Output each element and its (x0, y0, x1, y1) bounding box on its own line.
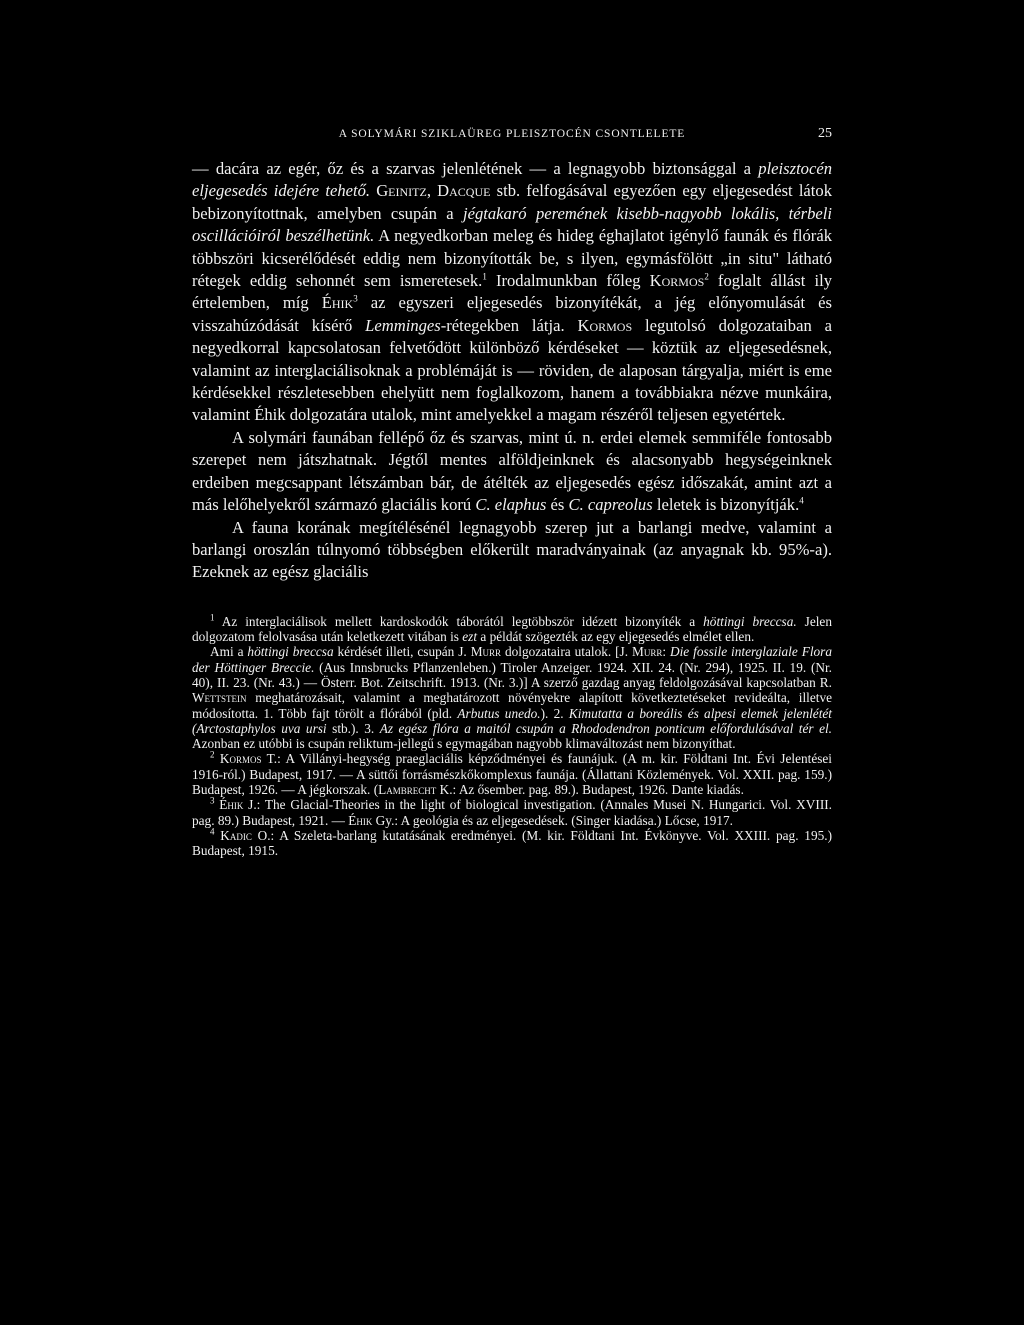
text-run: Az interglaciálisok mellett kardoskodók táborától legtöbbször idézett bizonyíték a (214, 613, 704, 629)
footnote-3 (192, 797, 832, 828)
text-run: legutolsó dolgozataiban a negyedkorral kapcsolatosan felvetődött különböző kérdéseket — köztük az eljegesedésnek, valamint az interglaciálisoknak a problémáját is — röviden, de alaposan tárgyalja, miért is eme kérdésekkel részletesebben ehelyütt nem foglalkozom, hanem a továbbiakra nézve munkáira, valamint Éhik dolgozatára utalok, mint amelyekkel a magam részéről teljesen egyetértek. (192, 315, 832, 425)
author-name: Éhik (321, 293, 354, 313)
text-run: foglalt állást ily értelemben, míg (192, 271, 832, 313)
book-page (192, 118, 832, 858)
text-run: O.: A Szeleta-barlang kutatásának eredményei. (M. kir. Földtani Int. Évkönyve. Vol. XXIII. pag. 195.) Budapest, 1915. (192, 827, 832, 859)
italic-run: pleisztocén eljegesedés idejére tehető. (192, 159, 832, 201)
italic-run: Kimutatta a boreális és alpesi elemek jelenlétét (Arctostaphylos uva ursi (192, 705, 832, 736)
footnote-ref: 4 (799, 495, 804, 506)
paragraph-1 (192, 158, 832, 427)
italic-run: höttingi breccsa. (703, 613, 797, 629)
footnote-ref: 3 (353, 293, 358, 304)
author-name: Éhik (219, 797, 244, 813)
italic-run: höttingi breccsa (247, 644, 334, 660)
text-run: Gy.: A geológia és az eljegesedések. (Singer kiadása.) Lőcse, 1917. (372, 812, 733, 828)
text-run: -rétegekben látja. (440, 315, 578, 335)
text-run: : (662, 644, 670, 660)
author-name: Kormos (219, 751, 262, 767)
italic-run: Lemminges (365, 315, 441, 335)
footnote-mark: 4 (210, 826, 215, 837)
author-name: Geinitz, Dacque (376, 181, 491, 201)
running-head (192, 118, 832, 144)
text-run: Irodalmunkban főleg (486, 271, 650, 291)
paragraph-2 (192, 427, 832, 517)
author-name: Murr (470, 644, 502, 660)
text-run: T.: A Villányi-hegység praeglaciális képződményei és faunájuk. (A m. kir. Földtani Int. Évi Jelentései 1916-ról.) Budapest, 1917. — A süttői forrásmészkőkomplexus faunája. (Állattani Közlemények. Vol. XXII. pag. 159.) Budapest, 1926. — A jégkorszak. ( (192, 751, 832, 797)
footnote-mark: 2 (210, 749, 215, 760)
main-text (192, 158, 832, 584)
running-title: A SOLYMÁRI SZIKLAÜREG PLEISZTOCÉN CSONTLELETE (338, 128, 686, 140)
text-run: Ami a (210, 644, 248, 660)
author-name: Éhik (348, 812, 373, 828)
footnote-mark: 3 (210, 795, 215, 806)
author-name: Murr (632, 644, 663, 660)
text-run: K.: Az ősember. pag. 89.). Budapest, 1926. Dante kiadás. (436, 781, 744, 797)
italic-run: jégtakaró peremének kisebb-nagyobb lokális, térbeli oscillációiról beszélhetünk. (192, 203, 832, 246)
footnote-4 (192, 828, 832, 859)
footnote-ref: 2 (704, 271, 709, 282)
text-run: — dacára az egér, őz és a szarvas jelenlétének — a legnagyobb biztonsággal a (192, 159, 759, 178)
author-name: Wettstein (192, 690, 247, 706)
text-run: A fauna korának megítélésénél legnagyobb szerep jut a barlangi medve, valamint a barlangi oroszlán túlnyomó többségben előkerült maradványainak (az anyagnak kb. 95%-a). Ezeknek az egész glaciális (192, 517, 832, 582)
footnote-1 (192, 614, 832, 645)
footnote-mark: 1 (210, 612, 215, 623)
author-name: Kormos (577, 315, 633, 335)
text-run: Jelen dolgozatom felolvasása után keletkezett vitában is (192, 613, 832, 645)
author-name: Kadic (220, 827, 252, 843)
text-run: Azonban ez utóbbi is csupán reliktum-jellegű s egymagában nagyobb klimaváltozást nem bizonyíthat. (192, 736, 736, 752)
footnotes (192, 614, 832, 859)
italic-run: C. elaphus (475, 495, 547, 515)
italic-run: Arbutus unedo. (457, 705, 541, 721)
footnote-1-continued (192, 644, 832, 751)
text-run: a példát szögezték az egy eljegesedés elmélet ellen. (477, 629, 755, 645)
text-run: A negyedkorban meleg és hideg éghajlatot igénylő faunák és flórák többszöri kicserélődését eddig nem bizonyították be, s ilyen, egymásfölött „in situ" látható rétegek eddig sehonnét sem ismeretesek. (192, 226, 832, 291)
page-number: 25 (818, 126, 832, 141)
italic-run: Die fossile interglaziale Flora der Höttinger Breccie. (192, 644, 832, 675)
footnote-ref: 1 (482, 271, 487, 282)
text-run: meghatározásait, valamint a meghatározott növényekre alapított következtetéseket revideálta, illetve módosította. 1. Több fajt törölt a flórából (pld. (192, 690, 832, 721)
italic-run: ezt (462, 629, 478, 645)
text-run: A solymári faunában fellépő őz és szarvas, mint ú. n. erdei elemek semmiféle fontosabb szerepet nem játszhatnak. Jégtől mentes alföldjeinknek és alacsonyabb hegységeinknek erdeiben megcsappant létszámban bár, de átélték az eljegesedés egész időszakát, amint azt a más lelőhelyekről származó glaciális korú (192, 427, 832, 515)
author-name: Kormos (649, 271, 705, 291)
text-run: J.: The Glacial-Theories in the light of biological investigation. (Annales Musei N. Hungarici. Vol. XVIII. pag. 89.) Budapest, 1921. — (192, 797, 832, 828)
paragraph-3 (192, 517, 832, 584)
text-run: és (546, 495, 569, 515)
author-name: Lambrecht (378, 781, 437, 797)
italic-run: Az egész flóra a maitól csupán a Rhododendron ponticum előfordulásával tér el. (379, 720, 833, 736)
text-run: leletek is bizonyítják. (652, 495, 800, 515)
text-run: stb.). 3. (326, 720, 380, 736)
italic-run: C. capreolus (568, 495, 653, 515)
text-run: az egyszeri eljegesedés bizonyítékát, a jég előnyomulását és visszahúzódását kísérő (192, 293, 832, 335)
text-run: dolgozataira utalok. [J. (501, 644, 632, 660)
text-run: ). 2. (540, 705, 569, 721)
footnote-2 (192, 751, 832, 797)
text-run: kérdését illeti, csupán J. (333, 644, 471, 660)
text-run: (Aus Innsbrucks Pflanzenleben.) Tiroler Anzeiger. 1924. XII. 24. (Nr. 294), 1925. II. 19. (Nr. 40), II. 23. (Nr. 43.) — Österr. Bot. Zeitschrift. 1913. (Nr. 3.)] A szerző gazdag anyag feldolgozásával kapcsolatban R. (192, 659, 832, 690)
text-run: stb. felfogásával egyezően egy eljegesedést látok bebizonyítottnak, amelyben csupán a (192, 181, 832, 223)
